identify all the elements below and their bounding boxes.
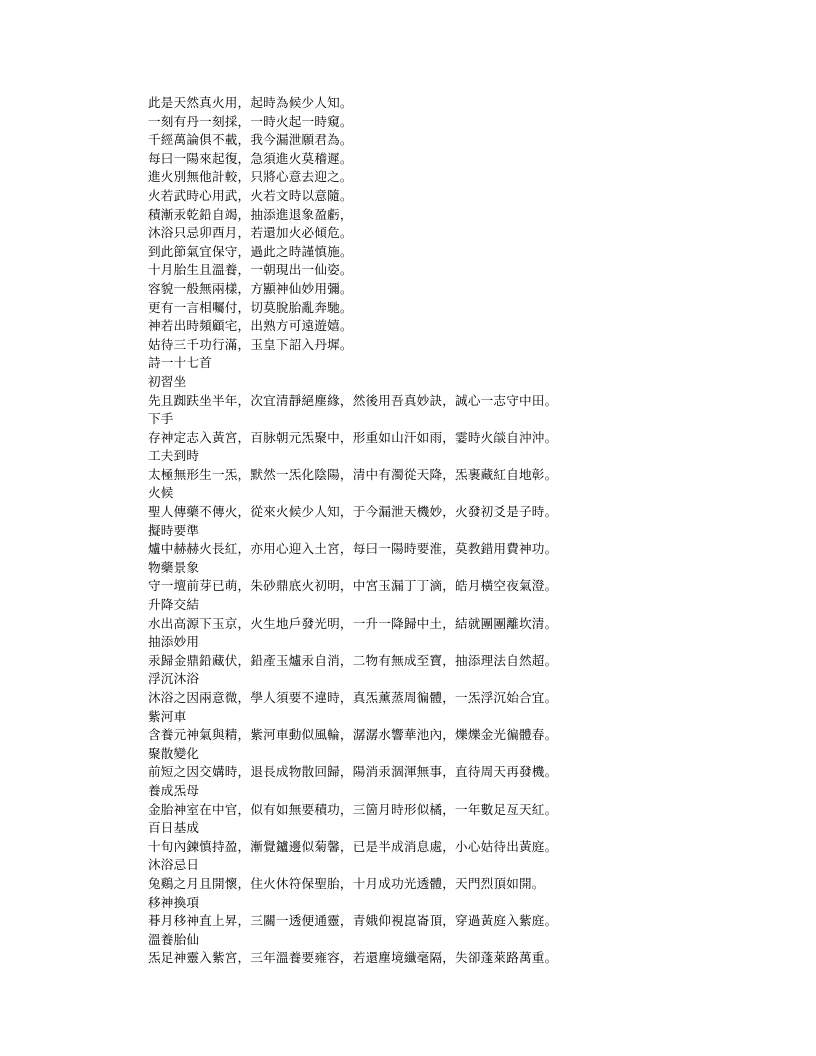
poem-title: 物藥景象 xyxy=(148,559,200,575)
poem-title: 浮沉沐浴 xyxy=(148,671,200,687)
text-line: 進火別無他計較，只將心意去迎之。 xyxy=(148,169,353,185)
poem-title: 升降交結 xyxy=(148,597,200,613)
poem-verse: 先且踟趺坐半年，次宜清靜絕塵緣，然後用吾真妙訣，誠心一志守中田。 xyxy=(148,392,558,408)
text-line: 每曰一陽來起復，急須進火莫稽遲。 xyxy=(148,150,353,166)
text-line: 到此節氣宜保守，過此之時謹慎施。 xyxy=(148,243,353,259)
poem-verse: 前短之因交媾時，退長成物散回歸，陽消汞涸渾無事，直待周天再發機。 xyxy=(148,764,558,780)
poem-verse: 守一壇前芽已萌，朱砂鼎底火初明，中宮玉漏丁丁滴，皓月橫空夜氣澄。 xyxy=(148,578,558,594)
document-page xyxy=(148,94,608,968)
poem-title: 初習坐 xyxy=(148,373,187,389)
poem-verse: 沐浴之因兩意微，學人須要不違時，真炁薰蒸周徧體，一炁浮沉始合宜。 xyxy=(148,690,558,705)
text-line: 姑待三千功行滿，玉皇下詔入丹墀。 xyxy=(148,336,353,352)
text-line: 火若武時心用武，火若文時以意隨。 xyxy=(148,187,353,203)
poem-title: 沐浴忌日 xyxy=(148,857,200,873)
poem-verse: 炁足神靈入紫宮，三年溫養要雍容，若還塵境纖毫隔，失卻蓬萊路萬重。 xyxy=(148,950,558,966)
poem-title: 火候 xyxy=(148,485,174,501)
section-heading: 詩一十七首 xyxy=(148,355,212,371)
poem-verse: 爐中赫赫火長紅，亦用心迎入土宮，每曰一陽時要淮，莫教錯用費神功。 xyxy=(148,541,558,557)
poem-title: 抽添妙用 xyxy=(148,634,200,650)
poem-title: 紫河車 xyxy=(148,708,187,724)
poem-verse: 朞月移神直上昇，三關一透便通靈，青娥仰視崑崙頂，穿過黃庭入紫庭。 xyxy=(148,913,558,929)
poem-verse: 十旬內鍊慎持盈，漸覺鑪邊似菊馨，已是半成消息處，小心姑待出黃庭。 xyxy=(148,838,558,854)
poem-title: 溫養胎仙 xyxy=(148,931,200,947)
poem-verse: 水出高源下玉京，火生地戶發光明，一升一降歸中土，結就團團離坎清。 xyxy=(148,615,558,631)
poem-verse: 聖人傳藥不傳火，從來火候少人知，于今漏泄天機妙，火發初爻是子時。 xyxy=(148,504,558,520)
text-line: 一刻有丹一刻採，一時火起一時窺。 xyxy=(148,113,353,129)
poem-verse: 兔鷄之月且開懷，住火休符保聖胎，十月成功光透體，天門烈頂如開。 xyxy=(148,875,545,891)
text-line: 神若出時頻顧宅，出熟方可遠遊嬉。 xyxy=(148,318,353,334)
text-line: 此是天然真火用，起時為候少人知。 xyxy=(148,95,353,110)
poem-verse: 太極無形生一炁，默然一炁化陰陽，清中有濁從天降，炁裹藏紅自地彰。 xyxy=(148,466,558,482)
poem-title: 下手 xyxy=(148,411,174,427)
text-line: 沐浴只忌卯酉月，若還加火必傾危。 xyxy=(148,225,353,241)
poem-verse: 汞歸金鼎鉛藏伏，鉛產玉爐汞自消，二物有無成至寶，抽添理法自然超。 xyxy=(148,652,558,668)
poem-title: 養成炁母 xyxy=(148,782,200,798)
poem-title: 擬時要準 xyxy=(148,522,200,538)
poem-title: 聚散變化 xyxy=(148,745,200,761)
text-line: 積漸汞乾鉛自竭，抽添進退象盈虧， xyxy=(148,206,353,222)
text-line: 容貌一般無兩樣，方顯神仙妙用彌。 xyxy=(148,280,353,296)
poem-verse: 含養元神氣與精，紫河車動似風輪，潺潺水響華池內，爍爍金光徧體春。 xyxy=(148,727,558,743)
text-line: 更有一言相囑付，切莫脫胎亂奔馳。 xyxy=(148,299,353,315)
text-line: 千經萬論俱不載，我今漏泄願君為。 xyxy=(148,132,353,148)
poem-title: 移神換項 xyxy=(148,894,200,910)
poem-title: 百日基成 xyxy=(148,820,200,836)
text-line: 十月胎生且溫養，一朝現出一仙姿。 xyxy=(148,262,353,278)
poem-verse: 金胎神室在中官，似有如無要積功，三箇月時形似橘，一年數足亙天紅。 xyxy=(148,801,558,817)
poem-verse: 存神定志入黃宮，百脉朝元炁聚中，形重如山汗如雨，霎時火燄自沖沖。 xyxy=(148,429,558,445)
poem-title: 工夫到時 xyxy=(148,448,200,464)
